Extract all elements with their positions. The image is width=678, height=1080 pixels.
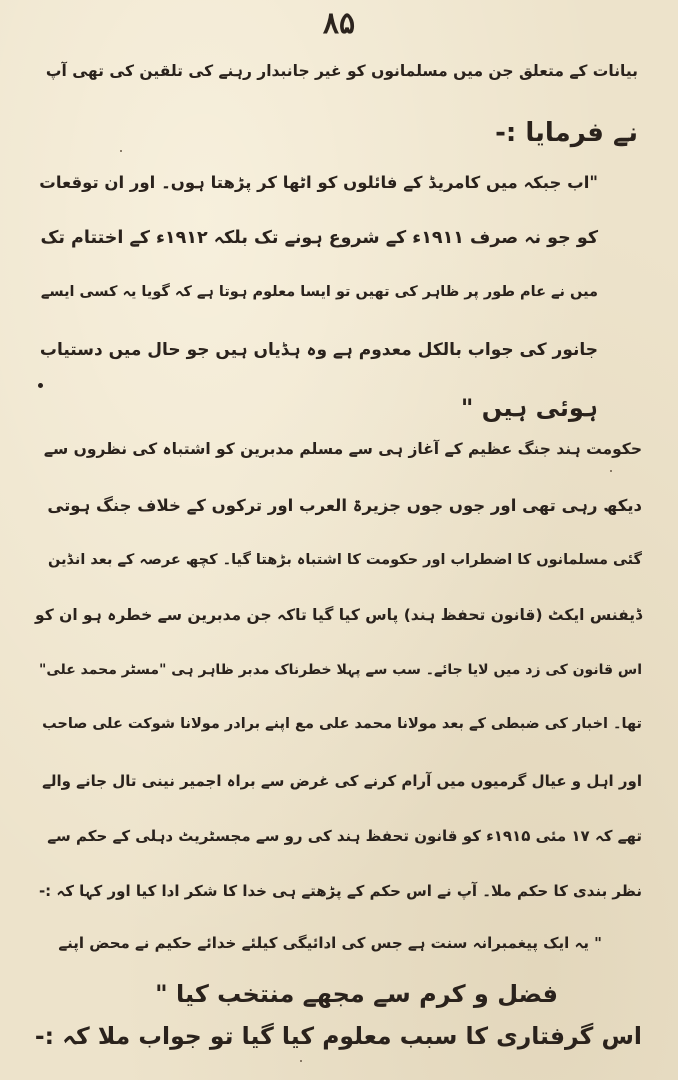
ink-dot — [38, 383, 43, 388]
quote-line-5: ہوئی ہیں " — [460, 394, 598, 422]
quote-line-4: جانور کی جواب بالکل معدوم ہے وہ ہڈیاں ہیں جو حال میں دستیاب — [39, 340, 598, 360]
text-line-12: اس گرفتاری کا سبب معلوم کیا گیا تو جواب ملا کہ :- — [34, 1022, 642, 1050]
quote-line-3: میں نے عام طور پر ظاہر کی تھیں تو ایسا معلوم ہوتا ہے کہ گویا یہ کسی ایسے — [40, 284, 598, 300]
paper-speck — [120, 150, 122, 152]
text-line-8: تھا۔ اخبار کی ضبطی کے بعد مولانا محمد علی مع اپنے برادر مولانا شوکت علی صاحب — [42, 716, 642, 732]
text-line-6: ڈیفنس ایکٹ (قانون تحفظ ہند) پاس کیا گیا تاکہ جن مدبرین سے خطرہ ہو ان کو — [34, 606, 642, 624]
text-line-5: گئی مسلمانوں کا اضطراب اور حکومت کا اشتباہ بڑھتا گیا۔ کچھ عرصہ کے بعد انڈین — [48, 552, 642, 568]
quote-line-7: فضل و کرم سے مجھے منتخب کیا " — [155, 980, 558, 1008]
quote-line-1: "اب جبکہ میں کامریڈ کے فائلوں کو اٹھا کر پڑھتا ہوں۔ اور ان توقعات — [39, 173, 598, 192]
quote-line-6: " یہ ایک پیغمبرانہ سنت ہے جس کی ادائیگی کیلئے خدائے حکیم نے محض اپنے — [58, 934, 602, 952]
text-line-3: حکومت ہند جنگ عظیم کے آغاز ہی سے مسلم مدبرین کو اشتباہ کی نظروں سے — [43, 440, 642, 458]
text-line-11: نظر بندی کا حکم ملا۔ آپ نے اس حکم کے پڑھتے ہی خدا کا شکر ادا کیا اور کہا کہ :- — [38, 882, 642, 900]
paper-speck — [300, 1060, 302, 1062]
paper-speck — [610, 470, 612, 472]
quote-line-2: کو جو نہ صرف ۱۹۱۱ء کے شروع ہونے تک بلکہ ۱۹۱۲ء کے اختتام تک — [40, 228, 598, 248]
text-line-4: دیکھ رہی تھی اور جوں جوں جزیرۃ العرب اور ترکوں کے خلاف جنگ ہوتی — [47, 496, 642, 515]
text-line-9: اور اہل و عیال گرمیوں میں آرام کرنے کی غرض سے براہ اجمیر نینی تال جانے والے — [42, 772, 642, 790]
text-line-1: بیانات کے متعلق جن میں مسلمانوں کو غیر جانبدار رہنے کی تلقین کی تھی آپ — [45, 62, 638, 80]
text-line-2: نے فرمایا :- — [495, 118, 638, 148]
text-line-10: تھے کہ ۱۷ مئی ۱۹۱۵ء کو قانون تحفظ ہند کی رو سے مجسٹریٹ دہلی کے حکم سے — [47, 827, 642, 845]
text-line-7: اس قانون کی زد میں لایا جائے۔ سب سے پہلا خطرناک مدبر ظاہر ہی "مسٹر محمد علی" — [39, 662, 642, 678]
page-number: ۸۵ — [322, 6, 356, 41]
